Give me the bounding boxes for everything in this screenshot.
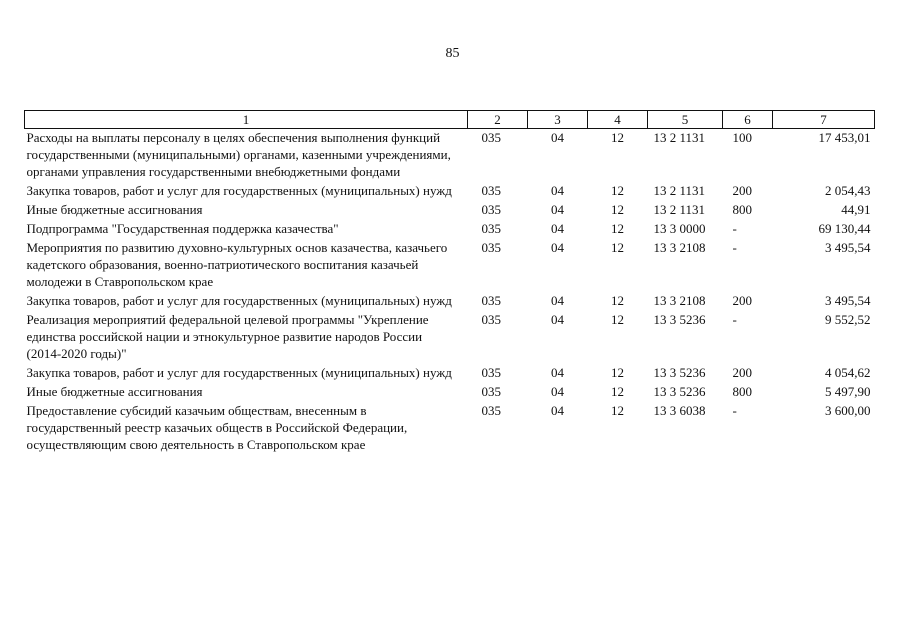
- page-number: 85: [445, 46, 460, 61]
- expense-type-code-cell: 200: [732, 365, 752, 380]
- table-row: [25, 383, 875, 402]
- expense-name-cell: Подпрограмма "Государственная поддержка казачества": [26, 221, 339, 236]
- column-header-5: 5: [648, 111, 723, 129]
- subsection-code-cell: 12: [611, 221, 624, 236]
- table-row: [25, 239, 875, 292]
- table-row: [25, 201, 875, 220]
- table-row: [25, 402, 875, 455]
- subsection-code-cell: 12: [611, 312, 624, 327]
- ministry-code-cell: 035: [481, 240, 501, 255]
- expense-name-cell: Расходы на выплаты персоналу в целях обеспечения выполнения функций государственными (муниципальными) органами, казенными учреждениями, органами управления государственными внебюджетными фондами: [26, 130, 451, 179]
- target-item-code-cell: 13 2 1131: [653, 130, 706, 145]
- expense-name-cell: Иные бюджетные ассигнования: [26, 384, 203, 399]
- expense-name-cell: Закупка товаров, работ и услуг для государственных (муниципальных) нужд: [26, 365, 452, 380]
- amount-cell: 4 054,62: [825, 365, 871, 380]
- table-body: [25, 129, 875, 456]
- table-header-row: [25, 111, 875, 129]
- column-header-4: 4: [588, 111, 648, 129]
- table-row: [25, 129, 875, 183]
- subsection-code-cell: 12: [611, 202, 624, 217]
- section-code-cell: 04: [551, 293, 564, 308]
- expense-type-code-cell: -: [732, 312, 737, 327]
- amount-cell: 44,91: [841, 202, 871, 217]
- target-item-code-cell: 13 3 0000: [653, 221, 706, 236]
- expense-type-code-cell: -: [732, 403, 737, 418]
- ministry-code-cell: 035: [481, 384, 501, 399]
- target-item-code-cell: 13 2 1131: [653, 183, 706, 198]
- target-item-code-cell: 13 2 1131: [653, 202, 706, 217]
- column-header-7: 7: [773, 111, 875, 129]
- expense-type-code-cell: 100: [732, 130, 752, 145]
- ministry-code-cell: 035: [481, 221, 501, 236]
- amount-cell: 2 054,43: [825, 183, 871, 198]
- target-item-code-cell: 13 3 5236: [653, 384, 706, 399]
- subsection-code-cell: 12: [611, 130, 624, 145]
- amount-cell: 17 453,01: [818, 130, 871, 145]
- expense-name-cell: Предоставление субсидий казачьим обществам, внесенным в государственный реестр казачьих обществ в Российской Федерации, осуществляющим свою деятельность в Ставропольском крае: [26, 403, 408, 452]
- amount-cell: 5 497,90: [825, 384, 871, 399]
- amount-cell: 69 130,44: [818, 221, 871, 236]
- target-item-code-cell: 13 3 5236: [653, 312, 706, 327]
- target-item-code-cell: 13 3 2108: [653, 293, 706, 308]
- section-code-cell: 04: [551, 130, 564, 145]
- column-header-1: 1: [25, 111, 468, 129]
- target-item-code-cell: 13 3 6038: [653, 403, 706, 418]
- column-header-6: 6: [723, 111, 773, 129]
- expense-type-code-cell: 800: [732, 202, 752, 217]
- column-header-3: 3: [528, 111, 588, 129]
- table-row: [25, 292, 875, 311]
- section-code-cell: 04: [551, 240, 564, 255]
- ministry-code-cell: 035: [481, 293, 501, 308]
- table-row: [25, 364, 875, 383]
- subsection-code-cell: 12: [611, 403, 624, 418]
- ministry-code-cell: 035: [481, 130, 501, 145]
- subsection-code-cell: 12: [611, 183, 624, 198]
- expense-type-code-cell: -: [732, 221, 737, 236]
- section-code-cell: 04: [551, 221, 564, 236]
- expense-name-cell: Реализация мероприятий федеральной целевой программы "Укрепление единства российской нации и этнокультурное развитие народов России (2014-2020 годы)": [26, 312, 429, 361]
- subsection-code-cell: 12: [611, 365, 624, 380]
- amount-cell: 3 495,54: [825, 240, 871, 255]
- amount-cell: 9 552,52: [825, 312, 871, 327]
- expense-type-code-cell: 200: [732, 183, 752, 198]
- subsection-code-cell: 12: [611, 293, 624, 308]
- ministry-code-cell: 035: [481, 365, 501, 380]
- table-row: [25, 182, 875, 201]
- section-code-cell: 04: [551, 202, 564, 217]
- section-code-cell: 04: [551, 384, 564, 399]
- ministry-code-cell: 035: [481, 403, 501, 418]
- target-item-code-cell: 13 3 2108: [653, 240, 706, 255]
- subsection-code-cell: 12: [611, 240, 624, 255]
- ministry-code-cell: 035: [481, 312, 501, 327]
- table-row: [25, 220, 875, 239]
- ministry-code-cell: 035: [481, 183, 501, 198]
- expense-name-cell: Закупка товаров, работ и услуг для государственных (муниципальных) нужд: [26, 293, 452, 308]
- section-code-cell: 04: [551, 312, 564, 327]
- subsection-code-cell: 12: [611, 384, 624, 399]
- expense-type-code-cell: -: [732, 240, 737, 255]
- section-code-cell: 04: [551, 365, 564, 380]
- section-code-cell: 04: [551, 403, 564, 418]
- expense-type-code-cell: 800: [732, 384, 752, 399]
- section-code-cell: 04: [551, 183, 564, 198]
- expense-type-code-cell: 200: [732, 293, 752, 308]
- ministry-code-cell: 035: [481, 202, 501, 217]
- expense-name-cell: Иные бюджетные ассигнования: [26, 202, 203, 217]
- budget-table: [24, 110, 875, 455]
- column-header-2: 2: [468, 111, 528, 129]
- amount-cell: 3 600,00: [825, 403, 871, 418]
- expense-name-cell: Закупка товаров, работ и услуг для государственных (муниципальных) нужд: [26, 183, 452, 198]
- table-row: [25, 311, 875, 364]
- expense-name-cell: Мероприятия по развитию духовно-культурных основ казачества, казачьего кадетского образования, военно-патриотического воспитания казачьей молодежи в Ставропольском крае: [26, 240, 448, 289]
- target-item-code-cell: 13 3 5236: [653, 365, 706, 380]
- amount-cell: 3 495,54: [825, 293, 871, 308]
